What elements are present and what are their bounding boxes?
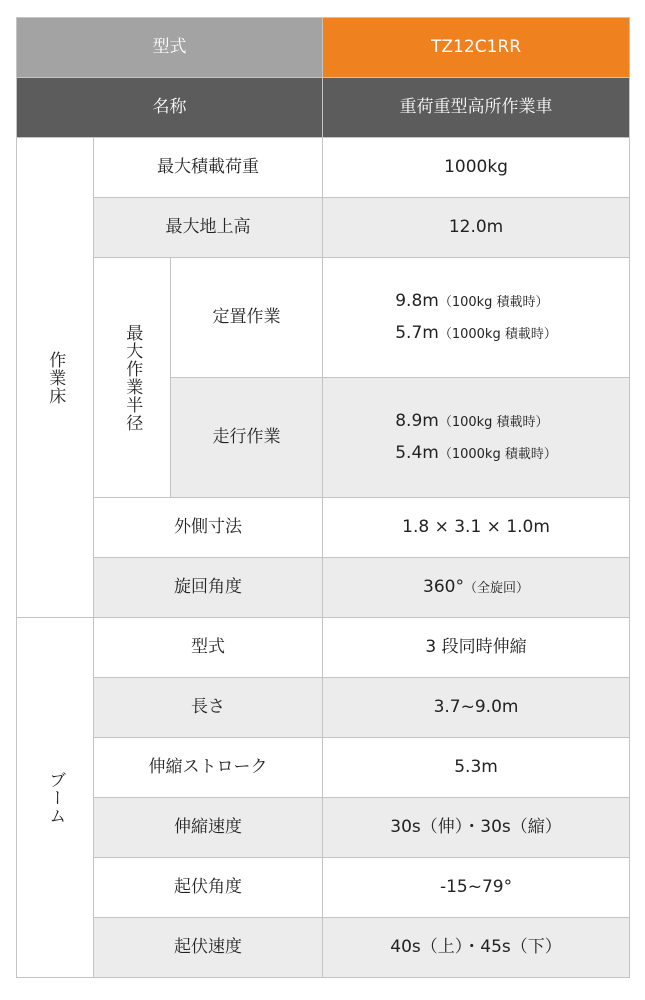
- stationary-value-2: 5.7m: [395, 322, 439, 343]
- travel-value: [323, 378, 630, 498]
- table-row: [17, 678, 630, 738]
- table-row: [17, 618, 630, 678]
- boom-luff-angle-value: -15~79°: [323, 858, 630, 918]
- travel-note-2: （1000kg 積載時）: [438, 446, 557, 462]
- platform-group-label: [17, 138, 94, 618]
- stationary-value: [323, 258, 630, 378]
- boom-stroke-value: 5.3m: [323, 738, 630, 798]
- table-row: [17, 138, 630, 198]
- boom-luff-angle-label: 起伏角度: [94, 858, 323, 918]
- max-height-value: 12.0m: [323, 198, 630, 258]
- table-row: [17, 858, 630, 918]
- boom-group-text: ブーム: [45, 770, 66, 825]
- boom-length-label: 長さ: [94, 678, 323, 738]
- table-row: [17, 918, 630, 978]
- rotation-note: （全旋回）: [464, 581, 530, 597]
- name-label: 名称: [17, 78, 323, 138]
- boom-stroke-label: 伸縮ストローク: [94, 738, 323, 798]
- rotation-label: 旋回角度: [94, 558, 323, 618]
- table-row: [17, 198, 630, 258]
- boom-length-value: 3.7~9.0m: [323, 678, 630, 738]
- radius-group-text: 最大作業半径: [122, 323, 143, 432]
- spec-table: [16, 17, 630, 978]
- boom-luff-speed-label: 起伏速度: [94, 918, 323, 978]
- boom-group-label: [17, 618, 94, 978]
- table-row: [17, 558, 630, 618]
- boom-type-value: 3 段同時伸縮: [323, 618, 630, 678]
- header-row-name: [17, 78, 630, 138]
- boom-luff-speed-value: 40s（上）・45s（下）: [323, 918, 630, 978]
- max-load-value: 1000kg: [323, 138, 630, 198]
- rotation-value-main: 360°: [423, 577, 464, 598]
- name-value: 重荷重型高所作業車: [323, 78, 630, 138]
- table-row: [17, 738, 630, 798]
- max-height-label: 最大地上高: [94, 198, 323, 258]
- dimensions-value: 1.8 × 3.1 × 1.0m: [323, 498, 630, 558]
- table-row: [17, 498, 630, 558]
- platform-group-text: 作業床: [45, 350, 66, 405]
- max-load-label: 最大積載荷重: [94, 138, 323, 198]
- model-label: 型式: [17, 18, 323, 78]
- boom-type-label: 型式: [94, 618, 323, 678]
- stationary-value-1: 9.8m: [395, 290, 439, 311]
- stationary-label: 定置作業: [171, 258, 323, 378]
- travel-value-1: 8.9m: [395, 410, 439, 431]
- table-row: [17, 798, 630, 858]
- dimensions-label: 外側寸法: [94, 498, 323, 558]
- table-row: [17, 258, 630, 378]
- stationary-note-1: （100kg 積載時）: [438, 294, 549, 310]
- travel-value-2: 5.4m: [395, 442, 439, 463]
- rotation-value: [323, 558, 630, 618]
- boom-ext-speed-value: 30s（伸）・30s（縮）: [323, 798, 630, 858]
- header-row-model: [17, 18, 630, 78]
- travel-label: 走行作業: [171, 378, 323, 498]
- model-value: TZ12C1RR: [323, 18, 630, 78]
- stationary-note-2: （1000kg 積載時）: [438, 326, 557, 342]
- boom-ext-speed-label: 伸縮速度: [94, 798, 323, 858]
- travel-note-1: （100kg 積載時）: [438, 414, 549, 430]
- radius-group-label: [94, 258, 171, 498]
